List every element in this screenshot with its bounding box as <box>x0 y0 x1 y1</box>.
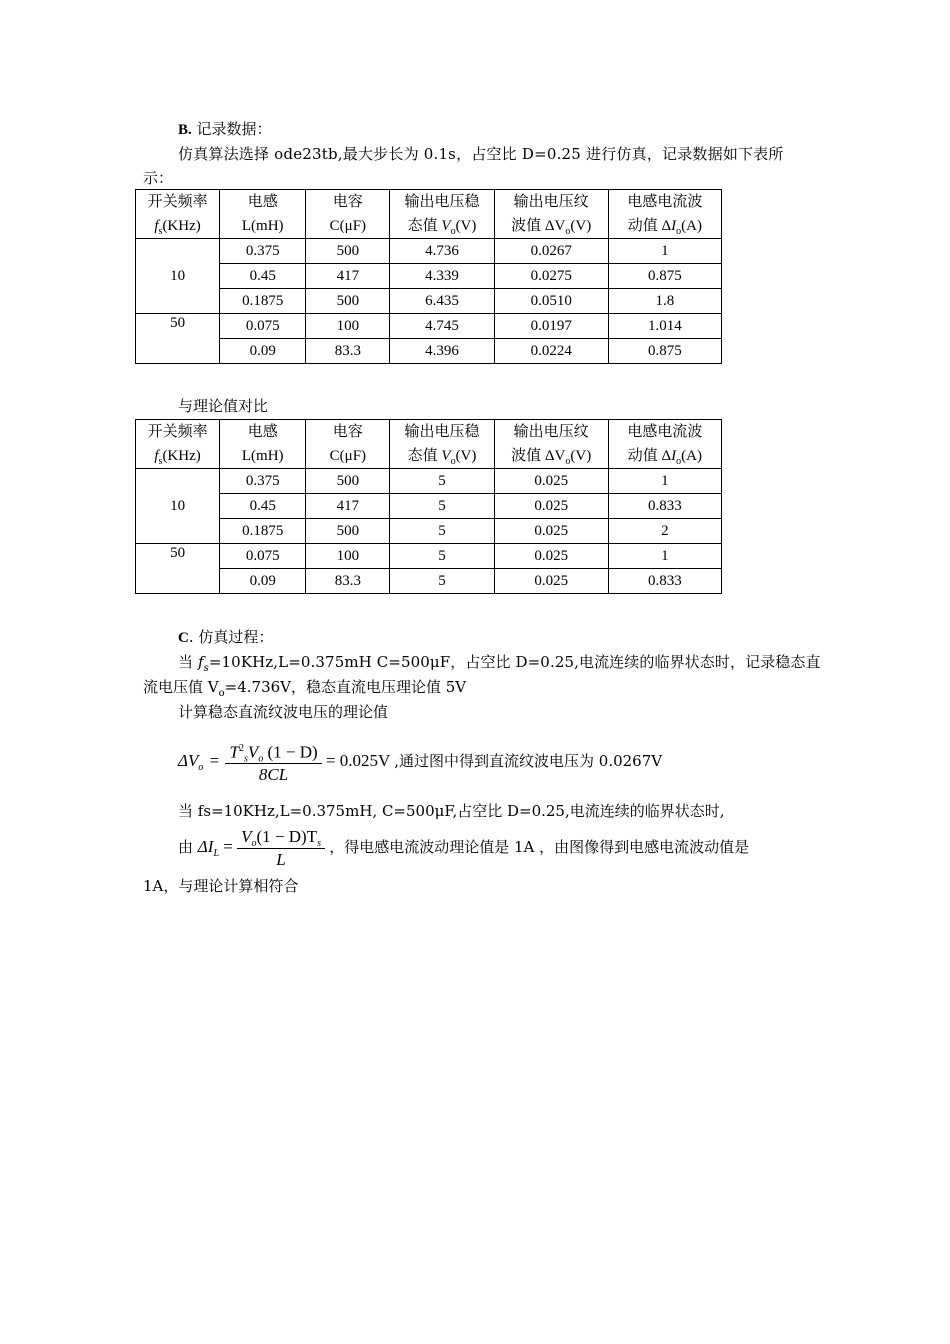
table-cell: 1 <box>608 544 721 569</box>
header-switch-frequency: 开关频率 $f_s(KHz)$ <box>136 190 220 239</box>
table-cell: 417 <box>306 494 390 519</box>
table-cell: 5 <box>390 544 494 569</box>
table-cell: 0.875 <box>608 264 721 289</box>
header-ripple-voltage: 输出电压纹 波值 $\Delta V_o(V)$ <box>494 420 608 469</box>
header-capacitance: 电容 C(μF) <box>306 190 390 239</box>
table-cell: 6.435 <box>390 289 494 314</box>
freq-cell: 10 <box>136 469 220 544</box>
table-cell: 500 <box>306 469 390 494</box>
table-cell: 5 <box>390 569 494 594</box>
table-cell: 500 <box>306 239 390 264</box>
table-cell: 4.745 <box>390 314 494 339</box>
table-row <box>136 239 722 264</box>
table-cell: 5 <box>390 469 494 494</box>
table-cell: 0.025 <box>494 569 608 594</box>
table-row <box>136 289 722 314</box>
table-cell: 0.025 <box>494 544 608 569</box>
table-cell: 0.09 <box>220 569 306 594</box>
table-cell: 0.875 <box>608 339 721 364</box>
table-cell: 417 <box>306 264 390 289</box>
table-cell: 1.8 <box>608 289 721 314</box>
table-cell: 500 <box>306 519 390 544</box>
table-cell: 0.375 <box>220 239 306 264</box>
table-header-row <box>136 190 722 239</box>
table-cell: 0.45 <box>220 264 306 289</box>
section-c-heading <box>178 627 273 648</box>
section-b-paragraph-line1: 仿真算法选择 ode23tb,最大步长为 0.1s，占空比 D=0.25 进行仿真，记录数据如下表所 <box>178 145 784 163</box>
freq-cell: 10 <box>136 239 220 314</box>
table-cell: 0.09 <box>220 339 306 364</box>
recorded-data-table <box>135 189 722 364</box>
table-row <box>136 569 722 594</box>
table-cell: 0.025 <box>494 494 608 519</box>
table-row <box>136 264 722 289</box>
table-cell: 100 <box>306 544 390 569</box>
table-cell: 0.0267 <box>494 239 608 264</box>
ripple-voltage-fraction: $\frac{T^2_sV_o (1 - D)}{8CL}$ <box>225 738 321 787</box>
current-ripple-fraction: $\frac{V_o(1 - D)T_s}{L}$ <box>237 826 325 871</box>
table-cell: 500 <box>306 289 390 314</box>
table-cell: 0.833 <box>608 494 721 519</box>
table-cell: 0.0224 <box>494 339 608 364</box>
section-c-line6: 1A，与理论计算相符合 <box>143 877 299 895</box>
section-c-line2: 流电压值 $V_o=4.736V$，稳态直流电压理论值 5V <box>143 678 467 699</box>
table-row <box>136 469 722 494</box>
table-header-row <box>136 420 722 469</box>
table-cell: 1 <box>608 239 721 264</box>
section-c-line3: 计算稳态直流纹波电压的理论值 <box>178 703 389 721</box>
current-ripple-formula: $\Delta I_L$ = $\frac{V_o(1 - D)T_s}{L}$ <box>198 837 329 856</box>
freq-cell: 50 <box>136 544 220 594</box>
table-cell: 0.0197 <box>494 314 608 339</box>
header-switch-frequency: 开关频率 $f_s(KHz)$ <box>136 420 220 469</box>
section-b-label: B. <box>178 122 192 138</box>
section-b-heading <box>178 119 272 140</box>
table-cell: 0.075 <box>220 314 306 339</box>
table-cell: 83.3 <box>306 339 390 364</box>
header-inductor-current-ripple: 电感电流波 动值 $\Delta I_o(A)$ <box>608 420 721 469</box>
section-c-title: . 仿真过程： <box>188 628 274 646</box>
table-cell: 0.833 <box>608 569 721 594</box>
header-inductor-current-ripple: 电感电流波 动值 $\Delta I_o(A)$ <box>608 190 721 239</box>
section-c-line1: 当 $f_s=10KHz,L=0.375mH$ C=500μF，占空比 D=0.25,电流连续的临界状态时，记录稳态直 <box>178 653 821 674</box>
table-cell: 0.025 <box>494 519 608 544</box>
table-row <box>136 544 722 569</box>
table-cell: 0.1875 <box>220 519 306 544</box>
table-cell: 0.375 <box>220 469 306 494</box>
header-ripple-voltage: 输出电压纹 波值 $\Delta V_o(V)$ <box>494 190 608 239</box>
comparison-label: 与理论值对比 <box>178 397 269 415</box>
table-row <box>136 314 722 339</box>
table-row <box>136 494 722 519</box>
table-cell: 0.0510 <box>494 289 608 314</box>
table-cell: 0.1875 <box>220 289 306 314</box>
section-b-paragraph-line2: 示： <box>143 169 174 187</box>
table-cell: 0.025 <box>494 469 608 494</box>
header-inductance: 电感 L(mH) <box>220 420 306 469</box>
table-cell: 100 <box>306 314 390 339</box>
freq-cell: 50 <box>136 314 220 364</box>
header-inductance: 电感 L(mH) <box>220 190 306 239</box>
header-output-voltage: 输出电压稳 态值 $V_o(V)$ <box>390 420 494 469</box>
table-cell: 0.45 <box>220 494 306 519</box>
table-cell: 4.339 <box>390 264 494 289</box>
table-cell: 1.014 <box>608 314 721 339</box>
section-c-line5: 由 $\Delta I_L$ = $\frac{V_o(1 - D)T_s}{L}$ ，得电感电流波动理论值是 1A ，由图像得到电感电流波动值是 <box>178 826 750 869</box>
section-c-line4: 当 fs=10KHz,L=0.375mH, C=500μF,占空比 D=0.25,电流连续的临界状态时, <box>178 802 725 820</box>
table-cell: 4.396 <box>390 339 494 364</box>
header-capacitance: 电容 C(μF) <box>306 420 390 469</box>
table-cell: 2 <box>608 519 721 544</box>
ripple-voltage-formula: $\Delta V_o$ = $\frac{T^2_sV_o (1 - D)}{8CL}$ = 0.025V ,通过图中得到直流纹波电压为 0.0267V <box>178 737 662 785</box>
header-output-voltage: 输出电压稳 态值 $V_o(V)$ <box>390 190 494 239</box>
table-cell: 5 <box>390 519 494 544</box>
theoretical-data-table <box>135 419 722 594</box>
section-c-label: C <box>178 630 189 646</box>
table-cell: 83.3 <box>306 569 390 594</box>
table-cell: 5 <box>390 494 494 519</box>
table-cell: 1 <box>608 469 721 494</box>
table-cell: 0.0275 <box>494 264 608 289</box>
table-cell: 4.736 <box>390 239 494 264</box>
table-row <box>136 519 722 544</box>
table-row <box>136 339 722 364</box>
table-cell: 0.075 <box>220 544 306 569</box>
section-b-title: 记录数据： <box>196 120 272 138</box>
